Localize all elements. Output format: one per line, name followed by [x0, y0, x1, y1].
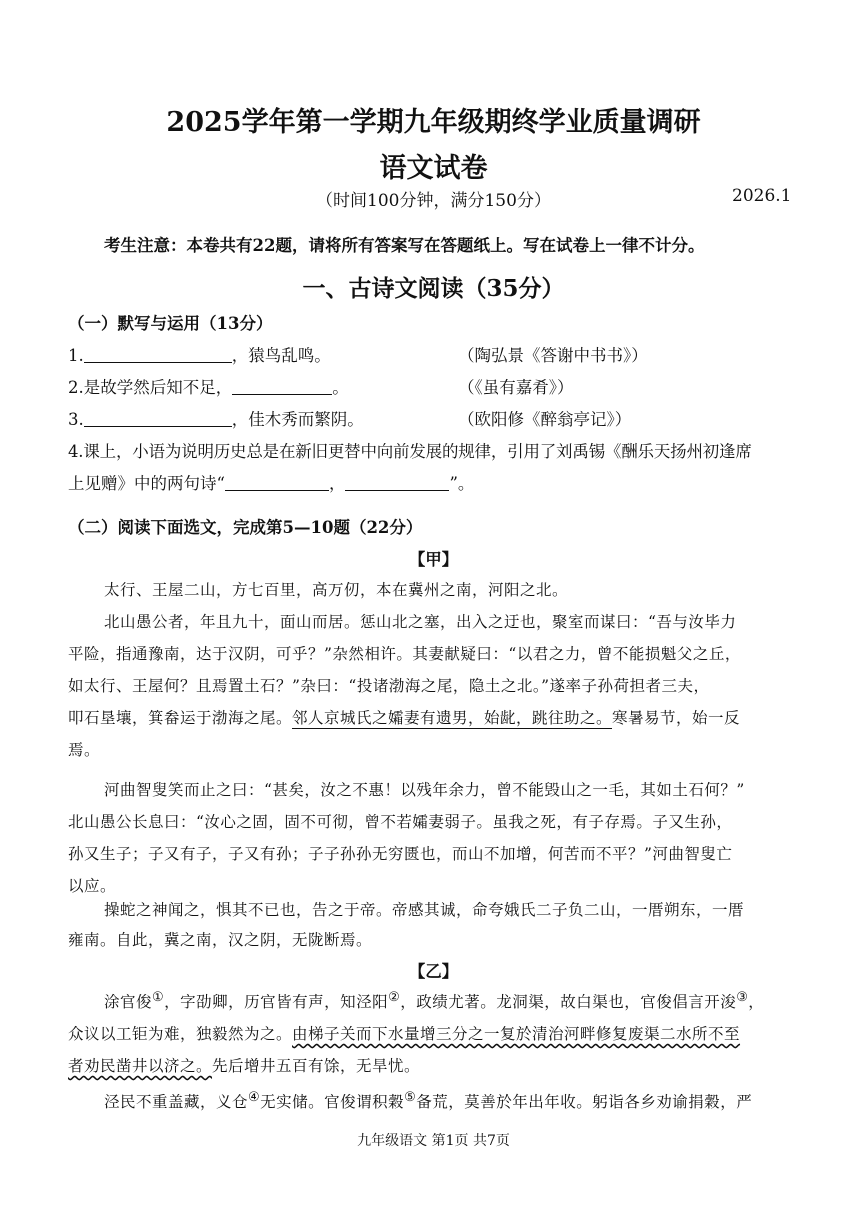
jia-line-underlined — [68, 706, 740, 728]
jia-line: 如太行、王屋何？且焉置土石？”杂曰：“投诸渤海之尾，隐土之北。”遂率子孙荷担者三夫， — [68, 677, 710, 695]
jia-line: 以应。 — [68, 877, 117, 895]
jia-line: 平险，指通豫南，达于汉阴，可乎？”杂然相许。其妻献疑曰：“以君之力，曾不能损魁父之丘， — [68, 645, 741, 663]
exam-subtitle: 语文试卷 — [379, 153, 488, 184]
yi-wavy-sentence: 者劝民凿井以济之。 — [68, 1057, 213, 1075]
q1-text: ，猿鸟乱鸣。 — [231, 346, 331, 365]
yi-text: 无实储。官俊谓积穀 — [260, 1093, 405, 1112]
question-4-line2 — [68, 470, 474, 494]
exam-date: 2026.1 — [732, 186, 792, 206]
q4-separator: ， — [328, 474, 346, 493]
jia-line: 操蛇之神闻之，惧其不已也，告之于帝。帝感其诚，命夸娥氏二子负二山，一厝朔东，一厝 — [104, 901, 745, 919]
q2-prefix: 是故学然后知不足， — [83, 378, 233, 397]
question-2 — [68, 374, 349, 398]
exam-title: 2025学年第一学期九年级期终学业质量调研 — [166, 107, 701, 138]
q1-source: （陶弘景《答谢中书书》） — [458, 346, 648, 365]
q1-number: 1. — [68, 346, 84, 365]
q4-intro: 上见赠》中的两句诗“ — [68, 474, 225, 493]
jia-line: 北山愚公长息曰：“汝心之固，固不可彻，曾不若孀妻弱子。虽我之死，有子存焉。子又生孙， — [68, 813, 733, 831]
yi-line — [104, 990, 764, 1012]
q4-blank-2 — [345, 474, 449, 491]
jia-line: 雍南。自此，冀之南，汉之阴，无陇断焉。 — [68, 931, 373, 949]
q1-blank — [84, 346, 232, 363]
yi-text: 备荒，莫善於年出年收。躬诣各乡劝谕捐穀，严 — [416, 1093, 753, 1112]
question-4-line1: 4.课上，小语为说明历史总是在新旧更替中向前发展的规律，引用了刘禹锡《酬乐天扬州初逢席 — [68, 442, 752, 461]
yi-text: 众议以工钜为难，独毅然为之。 — [68, 1025, 293, 1043]
footnote-mark-5: ⑤ — [404, 1090, 417, 1105]
jia-text: 寒暑易节，始一反 — [612, 709, 741, 727]
footnote-mark-2: ② — [388, 990, 401, 1005]
jia-line: 孙又生子；子又有子，子又有孙；子子孙孙无穷匮也，而山不加增，何苦而不平？”河曲智叟亡 — [68, 845, 733, 863]
yi-text: ，政绩尤著。龙洞渠，故白渠也，官俊倡言开浚 — [400, 993, 737, 1012]
jia-underlined-sentence: 邻人京城氏之孀妻有遗男，始龀，跳往助之。 — [292, 709, 613, 727]
q2-suffix: 。 — [332, 378, 349, 397]
question-1 — [68, 342, 331, 366]
part2-title: （二）阅读下面选文，完成第5—10题（22分） — [68, 518, 423, 537]
jia-line: 河曲智叟笑而止之曰：“甚矣，汝之不惠！以残年余力，曾不能毁山之一毛，其如土石何？” — [104, 781, 745, 799]
page-footer: 九年级语文 第1页 共7页 — [357, 1133, 510, 1149]
yi-text: 先后增井五百有馀，无旱忧。 — [212, 1057, 421, 1075]
question-3 — [68, 406, 364, 430]
q4-blank-1 — [225, 474, 329, 491]
yi-wavy-sentence: 由梯子关而下水量增三分之一复於清治河畔修复废渠二水所不至 — [292, 1025, 741, 1043]
yi-line — [104, 1090, 752, 1112]
yi-text: 泾民不重盖藏，义仓 — [104, 1093, 249, 1112]
footnote-mark-1: ① — [152, 990, 165, 1005]
q2-number: 2. — [68, 378, 84, 397]
yi-line-wavy — [68, 1054, 420, 1076]
q4-end: ”。 — [449, 474, 475, 493]
footnote-mark-4: ④ — [248, 1090, 261, 1105]
q3-source: （欧阳修《醉翁亭记》） — [458, 410, 632, 429]
jia-line: 北山愚公者，年且九十，面山而居。惩山北之塞，出入之迂也，聚室而谋曰：“吾与汝毕力 — [104, 613, 737, 631]
jia-text: 叩石垦壤，箕畚运于渤海之尾。 — [68, 709, 293, 727]
q3-number: 3. — [68, 410, 84, 429]
yi-text: ， — [748, 993, 765, 1012]
yi-line-wavy — [68, 1022, 740, 1044]
passage-jia-label: 【甲】 — [408, 550, 459, 569]
part1-title: （一）默写与运用（13分） — [68, 314, 273, 333]
yi-text: 涂官俊 — [104, 993, 153, 1012]
time-info: （时间100分钟，满分150分） — [316, 191, 551, 211]
candidate-notice: 考生注意：本卷共有22题，请将所有答案写在答题纸上。写在试卷上一律不计分。 — [104, 236, 705, 255]
jia-line: 太行、王屋二山，方七百里，高万仞，本在冀州之南，河阳之北。 — [104, 581, 569, 599]
jia-line: 焉。 — [68, 741, 101, 759]
passage-yi-label: 【乙】 — [408, 962, 459, 981]
section-title: 一、古诗文阅读（35分） — [302, 275, 565, 302]
q3-text: ，佳木秀而繁阴。 — [231, 410, 364, 429]
q2-source: （《虽有嘉肴》） — [458, 378, 574, 397]
q3-blank — [84, 410, 232, 427]
footnote-mark-3: ③ — [736, 990, 749, 1005]
yi-text: ，字劭卿，历官皆有声，知泾阳 — [164, 993, 389, 1012]
q2-blank — [232, 378, 332, 395]
